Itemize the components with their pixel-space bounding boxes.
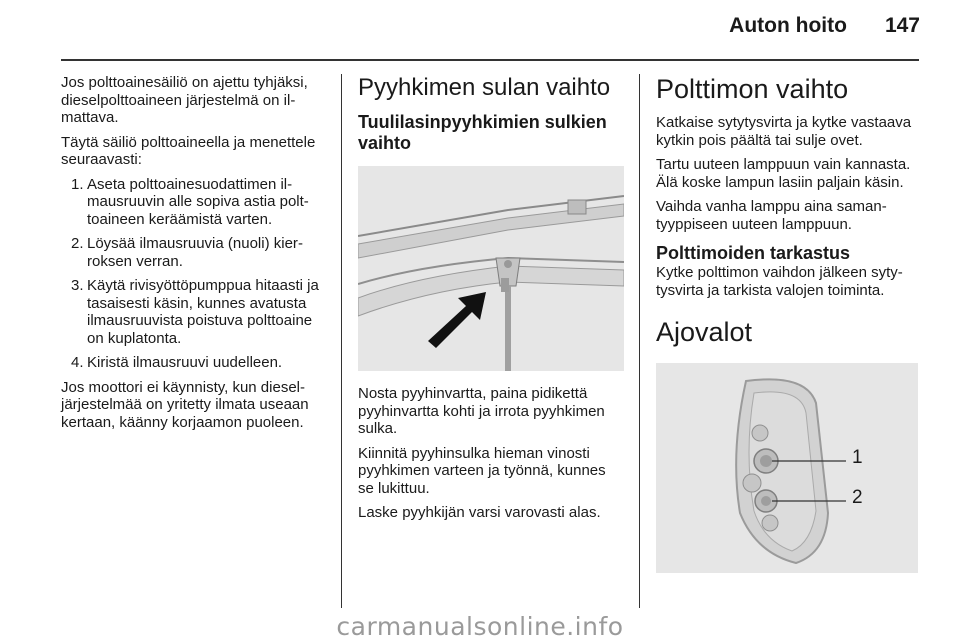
callout-label-2: 2 xyxy=(852,487,863,508)
step-number: 1. xyxy=(71,175,84,193)
column-1 xyxy=(61,74,329,438)
column-2 xyxy=(358,74,624,529)
bulb-check-subheading: Polttimoiden tarkastus xyxy=(656,243,851,263)
column-divider-2 xyxy=(639,74,640,608)
wiper-illustration xyxy=(358,166,624,371)
list-item xyxy=(61,176,329,229)
step-text: Käytä rivisyöttöpumppua hitaasti ja tasaisesti käsin, kunnes avatusta ilmausruuvista poistuva polttoaine on kuplatonta. xyxy=(87,277,319,347)
callout-label-1: 1 xyxy=(852,447,863,468)
list-item xyxy=(61,235,329,270)
headlight-illustration xyxy=(656,363,918,573)
watermark: carmanualsonline.info xyxy=(336,612,624,641)
list-item xyxy=(61,354,329,372)
intro-paragraph-2: Täytä säiliö polttoaineella ja menettele seuraavasti: xyxy=(61,133,316,168)
headlights-heading: Ajovalot xyxy=(656,317,753,347)
outro-paragraph: Jos moottori ei käynnisty, kun dieseljärjestelmää on yritetty ilmata useaan kertaan, käänny korjaamon puoleen. xyxy=(61,378,309,431)
header-rule xyxy=(61,59,919,61)
bulb-paragraph-3: Vaihda vanha lamppu aina samantyyppiseen uuteen lamppuun. xyxy=(656,198,887,233)
column-divider-1 xyxy=(341,74,342,608)
page-number: 147 xyxy=(884,14,920,37)
page-header xyxy=(729,14,920,50)
wiper-paragraph-2: Kiinnitä pyyhinsulka hieman vinosti pyyhkimen varteen ja työnnä, kunnes se lukittuu. xyxy=(358,444,606,497)
bulb-heading: Polttimon vaihto xyxy=(656,74,849,104)
bulb-paragraph-2: Tartu uuteen lamppuun vain kannasta. Älä koske lampun lasiin paljain käsin. xyxy=(656,156,911,191)
wiper-subheading: Tuulilasinpyyhkimien sulkien vaihto xyxy=(358,112,607,153)
wiper-arm-drawing xyxy=(358,166,624,371)
column-3 xyxy=(656,74,922,573)
header-section-title: Auton hoito xyxy=(729,14,847,37)
bulb-paragraph-1: Katkaise sytytysvirta ja kytke vastaava kytkin pois päältä tai sulje ovet. xyxy=(656,114,912,149)
step-number: 4. xyxy=(71,354,84,371)
step-text: Kiristä ilmausruuvi uudelleen. xyxy=(87,354,283,371)
step-number: 3. xyxy=(71,277,84,294)
wiper-paragraph-3: Laske pyyhkijän varsi varovasti alas. xyxy=(358,504,601,521)
intro-paragraph-1: Jos polttoainesäiliö on ajettu tyhjäksi, dieselpolttoaineen järjestelmä on ilmattava. xyxy=(61,74,308,126)
steps-list xyxy=(61,176,329,372)
wiper-paragraph-1: Nosta pyyhinvartta, paina pidikettä pyyhinvartta kohti ja irrota pyyhkimen sulka. xyxy=(358,385,605,437)
bulb-paragraph-4: Kytke polttimon vaihdon jälkeen sytytysvirta ja tarkista valojen toiminta. xyxy=(656,264,903,299)
step-text: Löysää ilmausruuvia (nuoli) kierroksen verran. xyxy=(87,235,303,270)
headlight-drawing xyxy=(656,363,918,573)
list-item xyxy=(61,277,329,347)
step-text: Aseta polttoainesuodattimen ilmausruuvin alle sopiva astia polttoaineen keräämistä varten. xyxy=(87,175,309,228)
wiper-heading: Pyyhkimen sulan vaihto xyxy=(358,74,611,101)
step-number: 2. xyxy=(71,235,84,252)
